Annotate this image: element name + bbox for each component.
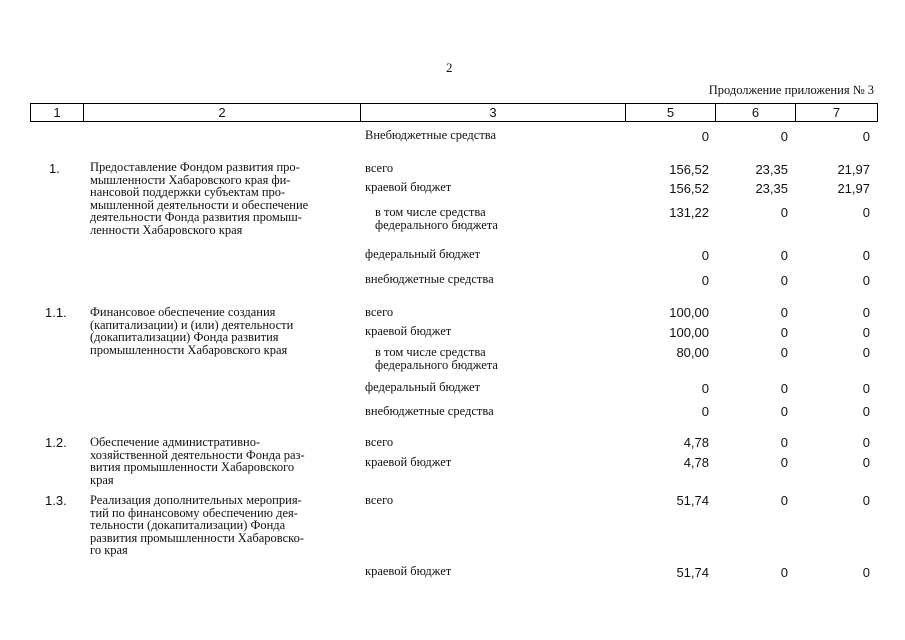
row-value-col5: 156,52 — [669, 181, 709, 196]
row-source: всего — [365, 161, 394, 175]
row-value-col5: 0 — [701, 273, 709, 288]
row-value-col6: 0 — [780, 435, 788, 450]
row-source: краевой бюджет — [365, 180, 452, 194]
row-value-col5: 0 — [701, 129, 709, 144]
row-value-col6: 0 — [780, 325, 788, 340]
row-value-col6: 0 — [780, 129, 788, 144]
column-header-table — [30, 103, 878, 122]
row-value-col6: 23,35 — [755, 181, 788, 196]
row-value-col7: 0 — [862, 565, 870, 580]
row-value-col6: 0 — [780, 248, 788, 263]
column-header-3: 3 — [361, 104, 626, 122]
row-value-col6: 0 — [780, 345, 788, 360]
row-source: краевой бюджет — [365, 324, 452, 338]
row-value-col6: 0 — [780, 273, 788, 288]
item-description: Обеспечение административно- хозяйственной деятельности Фонда раз- вития промышленности Хабаровского края — [90, 435, 305, 487]
row-value-col7: 0 — [862, 381, 870, 396]
row-value-col6: 0 — [780, 565, 788, 580]
row-source: всего — [365, 305, 394, 319]
row-source: федеральный бюджет — [365, 247, 481, 261]
row-source: всего — [365, 435, 394, 449]
row-source: внебюджетные средства — [365, 272, 494, 286]
item-description: Реализация дополнительных мероприя- тий по финансовому обеспечению дея- тельности (докапитализации) Фонда развития промышленности Хабаровско- го края — [90, 493, 305, 557]
page-number: 2 — [446, 60, 453, 75]
row-value-col7: 0 — [862, 273, 870, 288]
column-header-2: 2 — [84, 104, 361, 122]
row-value-col7: 0 — [862, 345, 870, 360]
row-source: краевой бюджет — [365, 455, 452, 469]
column-header-6: 6 — [716, 104, 796, 122]
row-value-col7: 21,97 — [837, 162, 870, 177]
row-value-col5: 51,74 — [676, 565, 709, 580]
row-value-col5: 156,52 — [669, 162, 709, 177]
row-value-col5: 4,78 — [683, 435, 709, 450]
row-value-col6: 0 — [780, 455, 788, 470]
row-value-col5: 100,00 — [669, 305, 709, 320]
row-value-col7: 0 — [862, 325, 870, 340]
item-number: 1. — [49, 161, 60, 176]
row-value-col6: 0 — [780, 305, 788, 320]
row-value-col5: 0 — [701, 248, 709, 263]
row-value-col7: 0 — [862, 248, 870, 263]
column-header-5: 5 — [626, 104, 716, 122]
row-value-col5: 51,74 — [676, 493, 709, 508]
row-value-col5: 80,00 — [676, 345, 709, 360]
row-value-col7: 0 — [862, 455, 870, 470]
row-value-col5: 100,00 — [669, 325, 709, 340]
row-value-col7: 0 — [862, 205, 870, 220]
row-value-col6: 0 — [780, 404, 788, 419]
row-value-col5: 4,78 — [683, 455, 709, 470]
row-value-col5: 0 — [701, 404, 709, 419]
row-value-col7: 0 — [862, 305, 870, 320]
row-value-col6: 23,35 — [755, 162, 788, 177]
row-value-col7: 0 — [862, 129, 870, 144]
row-value-col6: 0 — [780, 493, 788, 508]
row-source: федеральный бюджет — [365, 380, 481, 394]
row-source: внебюджетные средства — [365, 404, 494, 418]
item-description: Предоставление Фондом развития про- мышленности Хабаровского края фи- нансовой поддержки субъектам про- мышленной деятельности и обеспечение деятельности Фонда развития промыш- ленности Хабаровского края — [90, 160, 309, 237]
row-value-col7: 21,97 — [837, 181, 870, 196]
item-description: Финансовое обеспечение создания (капитализации) и (или) деятельности (докапитализации) Фонда развития промышленности Хабаровского края — [90, 305, 294, 357]
row-value-col6: 0 — [780, 205, 788, 220]
column-header-row — [31, 104, 878, 122]
row-source: в том числе средства федерального бюджета — [375, 205, 498, 232]
row-value-col5: 131,22 — [669, 205, 709, 220]
row-source: всего — [365, 493, 394, 507]
appendix-continuation-label: Продолжение приложения № 3 — [708, 83, 874, 97]
item-number: 1.3. — [45, 493, 67, 508]
item-number: 1.1. — [45, 305, 67, 320]
row-value-col7: 0 — [862, 493, 870, 508]
row-source: краевой бюджет — [365, 564, 452, 578]
row-value-col5: 0 — [701, 381, 709, 396]
item-number: 1.2. — [45, 435, 67, 450]
row-value-col7: 0 — [862, 435, 870, 450]
row-value-col7: 0 — [862, 404, 870, 419]
column-header-7: 7 — [796, 104, 878, 122]
row-value-col6: 0 — [780, 381, 788, 396]
column-header-1: 1 — [31, 104, 84, 122]
row-source: Внебюджетные средства — [365, 128, 497, 142]
row-source: в том числе средства федерального бюджета — [375, 345, 498, 372]
